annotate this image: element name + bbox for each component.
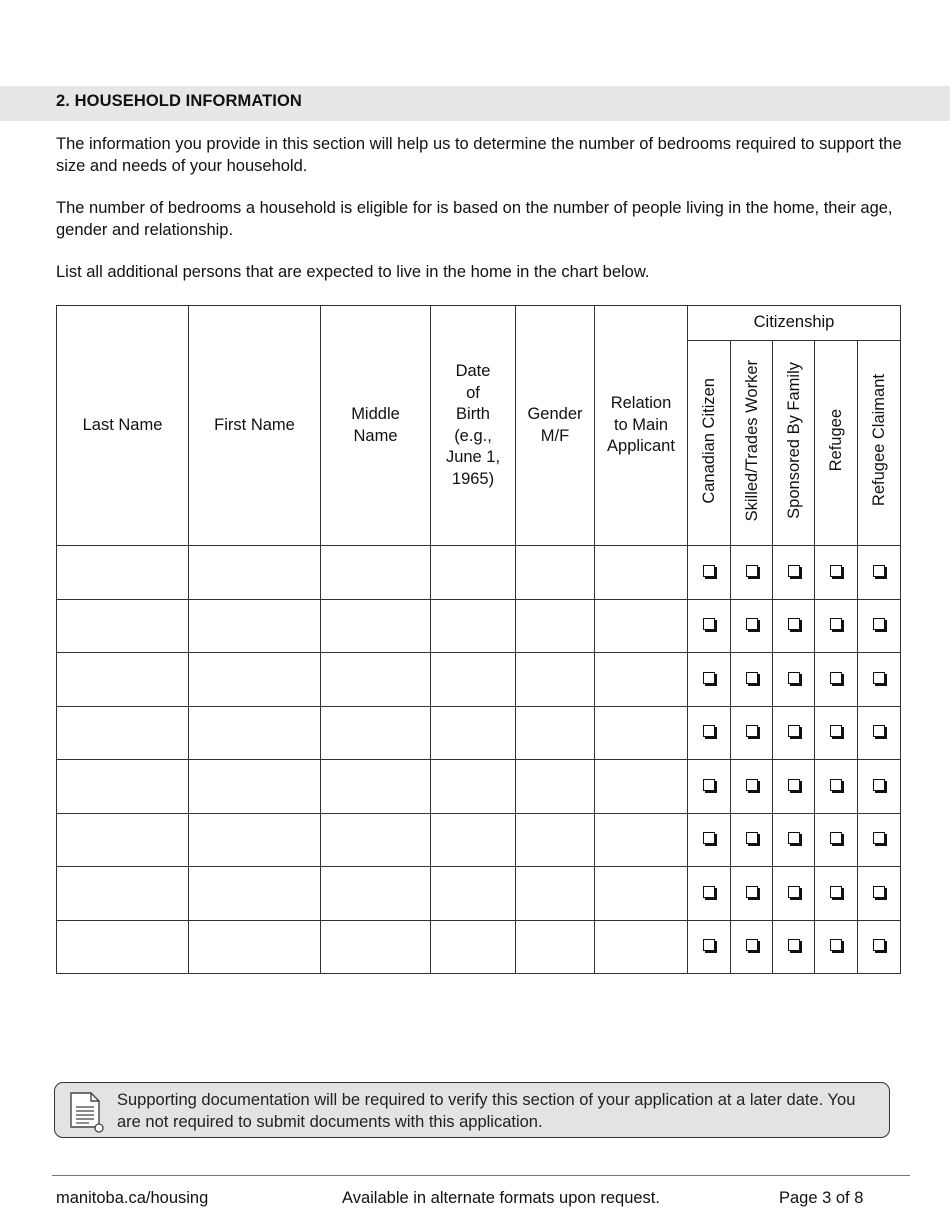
citizenship-cell: [815, 706, 858, 760]
first-name-cell[interactable]: [189, 760, 321, 814]
refugee-claimant-checkbox[interactable]: [873, 939, 885, 951]
dob-cell[interactable]: [431, 920, 516, 974]
first-name-cell[interactable]: [189, 706, 321, 760]
first-name-cell[interactable]: [189, 546, 321, 600]
gender-cell[interactable]: [516, 546, 595, 600]
last-name-cell[interactable]: [57, 920, 189, 974]
header-line: to Main: [613, 415, 669, 434]
header-middle-name: [321, 306, 431, 546]
supporting-docs-note: [54, 1082, 890, 1138]
citizenship-cell: [815, 813, 858, 867]
refugee-checkbox[interactable]: [830, 939, 842, 951]
refugee-claimant-checkbox[interactable]: [873, 779, 885, 791]
citizenship-cell: [688, 920, 731, 974]
header-vertical-label: Skilled/Trades Worker: [742, 359, 761, 522]
header-vertical-label: Refugee: [827, 409, 845, 472]
header-relation: [595, 306, 688, 546]
first-name-cell[interactable]: [189, 867, 321, 921]
household-members-table: [56, 305, 901, 974]
dob-cell[interactable]: [431, 813, 516, 867]
refugee-checkbox[interactable]: [830, 618, 842, 630]
header-skilled-trades-worker: [731, 341, 773, 546]
skilled-trades-worker-checkbox[interactable]: [746, 565, 758, 577]
citizenship-cell: [731, 706, 773, 760]
refugee-claimant-checkbox[interactable]: [873, 725, 885, 737]
citizenship-cell: [815, 653, 858, 707]
header-date-of-birth: [431, 306, 516, 546]
citizenship-cell: [731, 920, 773, 974]
citizenship-cell: [858, 867, 901, 921]
skilled-trades-worker-checkbox[interactable]: [746, 832, 758, 844]
first-name-cell[interactable]: [189, 920, 321, 974]
header-line: Birth: [456, 405, 490, 423]
canadian-citizen-checkbox[interactable]: [703, 779, 715, 791]
gender-cell[interactable]: [516, 599, 595, 653]
sponsored-by-family-checkbox[interactable]: [788, 939, 800, 951]
sponsored-by-family-checkbox[interactable]: [788, 832, 800, 844]
citizenship-cell: [688, 813, 731, 867]
citizenship-cell: [688, 867, 731, 921]
citizenship-cell: [773, 599, 815, 653]
relation-cell[interactable]: [595, 706, 688, 760]
refugee-claimant-checkbox[interactable]: [873, 672, 885, 684]
relation-cell[interactable]: [595, 760, 688, 814]
footer-alternate-formats: Available in alternate formats upon request.: [342, 1189, 660, 1207]
table-row: [57, 813, 901, 867]
last-name-cell[interactable]: [57, 653, 189, 707]
header-canadian-citizen: [688, 341, 731, 546]
skilled-trades-worker-checkbox[interactable]: [746, 725, 758, 737]
gender-cell[interactable]: [516, 760, 595, 814]
first-name-cell[interactable]: [189, 653, 321, 707]
citizenship-cell: [858, 760, 901, 814]
citizenship-cell: [731, 546, 773, 600]
document-icon: [67, 1091, 107, 1133]
table-row: [57, 920, 901, 974]
gender-cell[interactable]: [516, 653, 595, 707]
middle-name-cell[interactable]: [321, 867, 431, 921]
last-name-cell[interactable]: [57, 546, 189, 600]
instruction-paragraph: List all additional persons that are expected to live in the home in the chart below.: [56, 263, 650, 281]
citizenship-cell: [773, 813, 815, 867]
canadian-citizen-checkbox[interactable]: [703, 832, 715, 844]
skilled-trades-worker-checkbox[interactable]: [746, 886, 758, 898]
citizenship-cell: [731, 760, 773, 814]
citizenship-cell: [731, 867, 773, 921]
dob-cell[interactable]: [431, 653, 516, 707]
citizenship-cell: [858, 653, 901, 707]
sponsored-by-family-checkbox[interactable]: [788, 725, 800, 737]
citizenship-cell: [688, 760, 731, 814]
gender-cell[interactable]: [516, 867, 595, 921]
eligibility-paragraph: The number of bedrooms a household is eligible for is based on the number of people living in the home, their age, gender and relationship.: [56, 199, 893, 239]
header-line: Relation: [610, 394, 672, 413]
last-name-cell[interactable]: [57, 760, 189, 814]
table-body: [57, 546, 901, 974]
gender-cell[interactable]: [516, 706, 595, 760]
gender-cell[interactable]: [516, 920, 595, 974]
footer-divider: [52, 1175, 910, 1176]
sponsored-by-family-checkbox[interactable]: [788, 672, 800, 684]
canadian-citizen-checkbox[interactable]: [703, 672, 715, 684]
citizenship-cell: [815, 867, 858, 921]
citizenship-cell: [858, 920, 901, 974]
header-gender: [516, 306, 595, 546]
header-line: June 1,: [445, 448, 501, 466]
relation-cell[interactable]: [595, 867, 688, 921]
header-last-name: Last Name: [57, 306, 189, 546]
header-line: Name: [353, 426, 398, 445]
relation-cell[interactable]: [595, 599, 688, 653]
refugee-checkbox[interactable]: [830, 672, 842, 684]
last-name-cell[interactable]: [57, 867, 189, 921]
citizenship-cell: [773, 546, 815, 600]
footer-website-link[interactable]: manitoba.ca/housing: [56, 1189, 209, 1207]
citizenship-cell: [731, 813, 773, 867]
first-name-cell[interactable]: [189, 599, 321, 653]
last-name-cell[interactable]: [57, 599, 189, 653]
refugee-checkbox[interactable]: [830, 886, 842, 898]
citizenship-cell: [815, 920, 858, 974]
header-refugee: [815, 341, 858, 546]
refugee-checkbox[interactable]: [830, 832, 842, 844]
header-line: Gender: [527, 405, 583, 423]
refugee-checkbox[interactable]: [830, 725, 842, 737]
table-row: [57, 599, 901, 653]
citizenship-cell: [773, 706, 815, 760]
gender-cell[interactable]: [516, 813, 595, 867]
citizenship-cell: [773, 867, 815, 921]
citizenship-cell: [773, 920, 815, 974]
refugee-claimant-checkbox[interactable]: [873, 886, 885, 898]
header-citizenship: Citizenship: [688, 306, 901, 341]
middle-name-cell[interactable]: [321, 706, 431, 760]
header-vertical-label: Refugee Claimant: [870, 374, 888, 507]
relation-cell[interactable]: [595, 653, 688, 707]
canadian-citizen-checkbox[interactable]: [703, 565, 715, 577]
middle-name-cell[interactable]: [321, 599, 431, 653]
citizenship-cell: [815, 760, 858, 814]
header-line: 1965): [451, 469, 495, 488]
footer-page-number: Page 3 of 8: [779, 1189, 864, 1207]
section-title: 2. HOUSEHOLD INFORMATION: [56, 92, 302, 110]
canadian-citizen-checkbox[interactable]: [703, 725, 715, 737]
dob-cell[interactable]: [431, 599, 516, 653]
citizenship-cell: [688, 706, 731, 760]
citizenship-cell: [773, 760, 815, 814]
sponsored-by-family-checkbox[interactable]: [788, 779, 800, 791]
dob-cell[interactable]: [431, 867, 516, 921]
dob-cell[interactable]: [431, 546, 516, 600]
first-name-cell[interactable]: [189, 813, 321, 867]
header-line: Applicant: [607, 437, 675, 456]
relation-cell[interactable]: [595, 813, 688, 867]
header-line: Middle: [351, 405, 400, 423]
middle-name-cell[interactable]: [321, 653, 431, 707]
note-text: Supporting documentation will be required to verify this section of your application at a later date. You are not required to submit documents with this application.: [117, 1091, 856, 1131]
relation-cell[interactable]: [595, 920, 688, 974]
canadian-citizen-checkbox[interactable]: [703, 939, 715, 951]
header-row: [57, 306, 901, 341]
table-row: [57, 706, 901, 760]
header-refugee-claimant: [858, 341, 901, 546]
sponsored-by-family-checkbox[interactable]: [788, 618, 800, 630]
citizenship-cell: [858, 546, 901, 600]
canadian-citizen-checkbox[interactable]: [703, 618, 715, 630]
last-name-cell[interactable]: [57, 706, 189, 760]
refugee-checkbox[interactable]: [830, 779, 842, 791]
header-vertical-label: Canadian Citizen: [700, 377, 718, 504]
dob-cell[interactable]: [431, 706, 516, 760]
header-vertical-label: Sponsored By Family: [784, 362, 803, 519]
skilled-trades-worker-checkbox[interactable]: [746, 672, 758, 684]
middle-name-cell[interactable]: [321, 920, 431, 974]
canadian-citizen-checkbox[interactable]: [703, 886, 715, 898]
middle-name-cell[interactable]: [321, 813, 431, 867]
header-sponsored-by-family: [773, 341, 815, 546]
header-line: M/F: [540, 426, 570, 445]
citizenship-cell: [815, 546, 858, 600]
refugee-claimant-checkbox[interactable]: [873, 565, 885, 577]
dob-cell[interactable]: [431, 760, 516, 814]
header-line: of: [466, 383, 480, 402]
refugee-claimant-checkbox[interactable]: [873, 618, 885, 630]
sponsored-by-family-checkbox[interactable]: [788, 886, 800, 898]
skilled-trades-worker-checkbox[interactable]: [746, 939, 758, 951]
citizenship-cell: [858, 706, 901, 760]
middle-name-cell[interactable]: [321, 760, 431, 814]
citizenship-cell: [773, 653, 815, 707]
header-line: (e.g.,: [454, 426, 492, 445]
last-name-cell[interactable]: [57, 813, 189, 867]
middle-name-cell[interactable]: [321, 546, 431, 600]
citizenship-cell: [858, 599, 901, 653]
relation-cell[interactable]: [595, 546, 688, 600]
citizenship-cell: [858, 813, 901, 867]
sponsored-by-family-checkbox[interactable]: [788, 565, 800, 577]
citizenship-cell: [815, 599, 858, 653]
citizenship-cell: [731, 653, 773, 707]
citizenship-cell: [688, 546, 731, 600]
table-row: [57, 546, 901, 600]
refugee-claimant-checkbox[interactable]: [873, 832, 885, 844]
header-first-name: First Name: [189, 306, 321, 546]
table-row: [57, 760, 901, 814]
intro-paragraph: The information you provide in this section will help us to determine the number of bedrooms required to support the size and needs of your household.: [56, 135, 902, 175]
refugee-checkbox[interactable]: [830, 565, 842, 577]
table-row: [57, 653, 901, 707]
citizenship-cell: [688, 653, 731, 707]
skilled-trades-worker-checkbox[interactable]: [746, 618, 758, 630]
citizenship-cell: [731, 599, 773, 653]
table-row: [57, 867, 901, 921]
header-line: Date: [455, 362, 491, 380]
skilled-trades-worker-checkbox[interactable]: [746, 779, 758, 791]
citizenship-cell: [688, 599, 731, 653]
